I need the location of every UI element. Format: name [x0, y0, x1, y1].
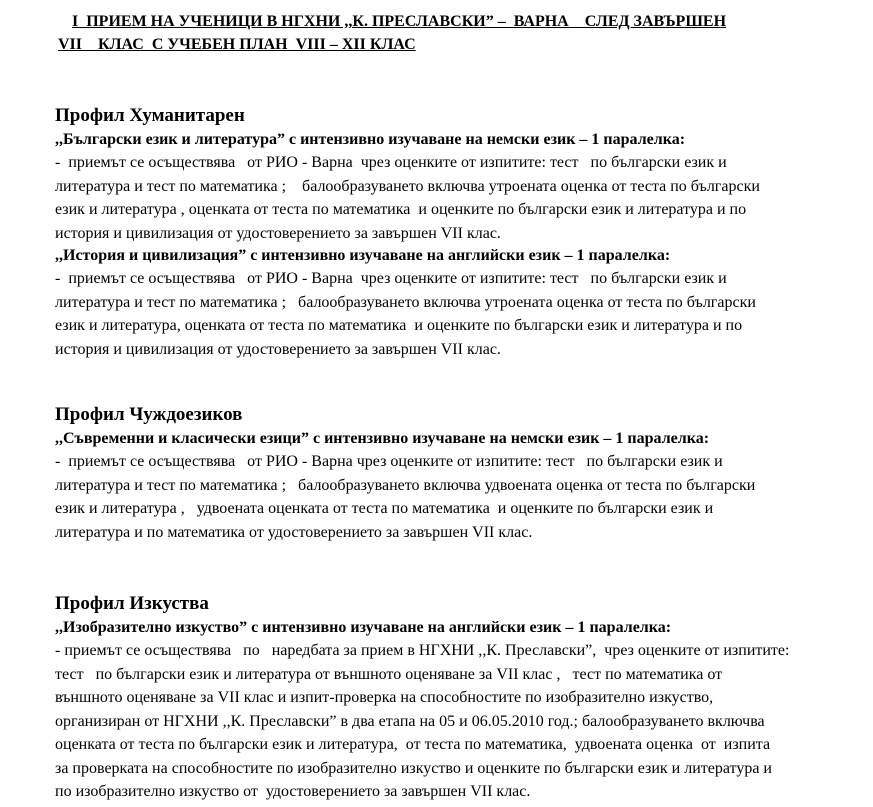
program-line: оценката от теста по български език и литература, от теста по математика, удвоената оценка от изпита	[55, 736, 771, 753]
document-title	[58, 10, 858, 56]
profile-arts-section	[55, 592, 860, 804]
program-subheading: ,,Български език и литература” с интензивно изучаване на немски език – 1 паралелка:	[55, 131, 686, 148]
program-line: външното оценяване за VII клас и изпит-проверка на способностите по изобразително изкуство,	[55, 689, 714, 706]
program-line: език и литература, оценката от теста по математика и оценките по български език и литература и по	[55, 317, 743, 334]
program-subheading: ,,История и цивилизация” с интензивно изучаване на английски език – 1 паралелка:	[55, 247, 671, 264]
profile-heading: Профил Изкуства	[55, 593, 209, 614]
program-line: тест по български език и литература от външното оценяване за VII клас , тест по математика от	[55, 665, 723, 683]
profile-languages-section	[55, 403, 860, 544]
program-line: - приемът се осъществява от РИО - Варна чрез оценките от изпитите: тест по български език и	[55, 154, 727, 171]
program-line: - приемът се осъществява от РИО - Варна чрез оценките от изпитите: тест по български език и	[55, 270, 727, 287]
program-line: история и цивилизация от удостоверението за завършен VII клас.	[55, 340, 501, 358]
program-line: за проверката на способностите по изобразително изкуство и оценките по български език и литература и	[55, 759, 772, 777]
program-line: организиран от НГХНИ ,,К. Преславски” в два етапа на 05 и 06.05.2010 год.; балообразуването включва	[55, 712, 765, 730]
program-line: език и литература , оценката от теста по математика и оценките по български език и литература и по	[55, 201, 747, 218]
program-line: литература и по математика от удостоверението за завършен VII клас.	[55, 523, 533, 541]
program-line: литература и тест по математика ; балообразуването включва удвоената оценка от теста по български	[55, 476, 756, 494]
program-subheading: ,,Изобразително изкуство” с интензивно изучаване на английски език – 1 паралелка:	[55, 619, 672, 636]
profile-heading: Профил Чуждоезиков	[55, 404, 243, 425]
profile-heading: Профил Хуманитарен	[55, 105, 245, 126]
title-line-1: I ПРИЕМ НА УЧЕНИЦИ В НГХНИ ,,К. ПРЕСЛАВСКИ” – ВАРНА СЛЕД ЗАВЪРШЕН	[72, 13, 727, 30]
program-line: литература и тест по математика ; балообразуването включва утроената оценка от теста по български	[55, 293, 756, 311]
program-line: - приемът се осъществява от РИО - Варна чрез оценките от изпитите: тест по български език и	[55, 453, 723, 470]
program-line: - приемът се осъществява по наредбата за прием в НГХНИ ,,К. Преславски”, чрез оценките от изпитите:	[55, 642, 790, 659]
program-line: език и литература , удвоената оценката от теста по математика и оценките по български език и	[55, 500, 714, 517]
program-line: литература и тест по математика ; балообразуването включва утроената оценка от теста по български	[55, 177, 760, 195]
title-line-2: VII КЛАС С УЧЕБЕН ПЛАН VIII – XII КЛАС	[58, 36, 416, 53]
program-line: по изобразително изкуство от удостоверението за завършен VII клас.	[55, 783, 531, 800]
program-line: история и цивилизация от удостоверението за завършен VII клас.	[55, 224, 501, 242]
profile-humanities-section	[55, 104, 860, 361]
program-subheading: ,,Съвременни и класически езици” с интензивно изучаване на немски език – 1 паралелка:	[55, 430, 710, 447]
